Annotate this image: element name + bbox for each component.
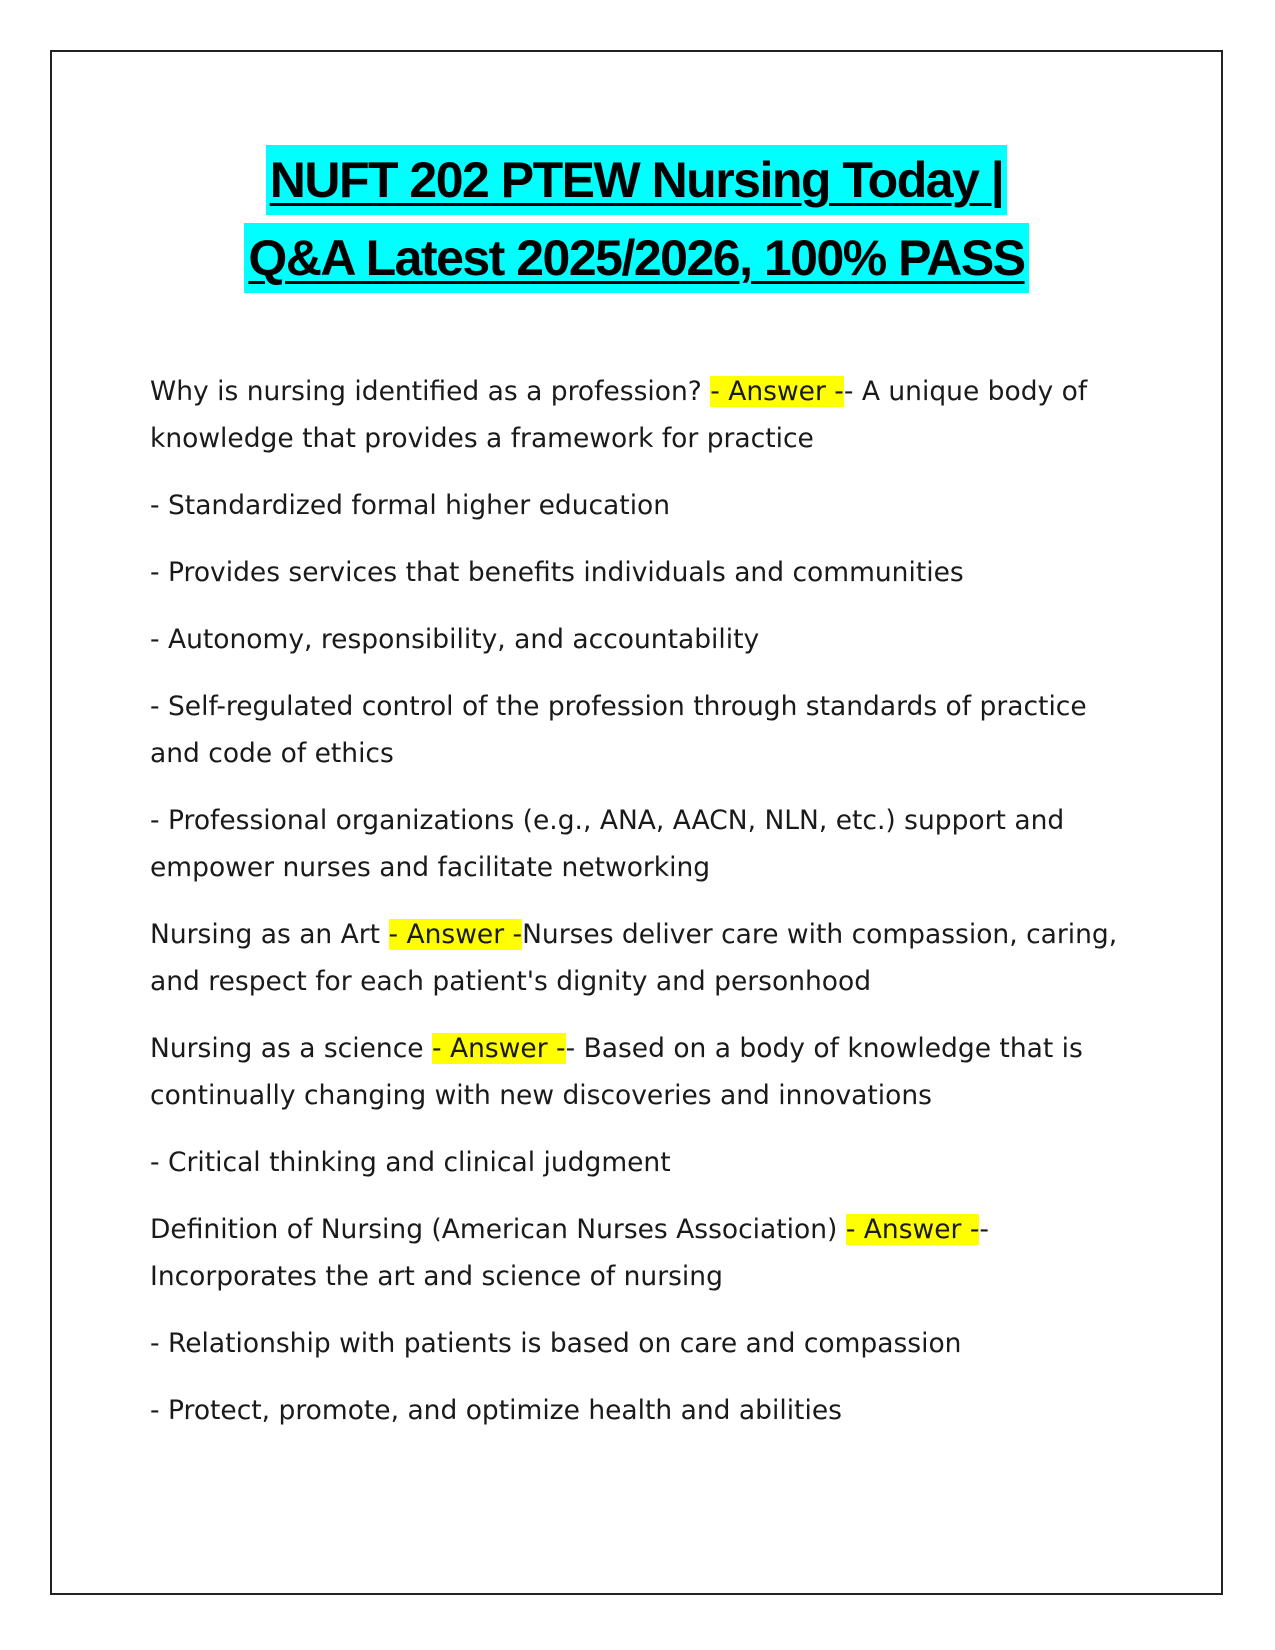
answer-text: - A unique body of knowledge that provides a framework for practice (150, 376, 1088, 454)
question-text: Why is nursing identified as a profession? (150, 376, 711, 407)
bullet-paragraph: - Standardized formal higher education (150, 490, 671, 521)
question-text: Definition of Nursing (American Nurses Association) (150, 1214, 846, 1245)
title-line-2: Q&A Latest 2025/2026, 100% PASS (244, 223, 1028, 293)
bullet-paragraph: - Critical thinking and clinical judgment (150, 1147, 671, 1178)
qa-paragraph-definition (150, 1206, 1130, 1300)
bullet-paragraph: - Self-regulated control of the profession through standards of practice and code of ethics (150, 691, 1087, 769)
bullet-paragraph: - Provides services that benefits individuals and communities (150, 557, 964, 588)
question-text: Nursing as an Art (150, 919, 389, 950)
bullet-paragraph: - Relationship with patients is based on care and compassion (150, 1328, 962, 1359)
bullet-paragraph: - Protect, promote, and optimize health and abilities (150, 1395, 842, 1426)
answer-text: Nurses deliver care with compassion, caring, and respect for each patient's dignity and personhood (150, 919, 1118, 997)
bullet-paragraph: - Professional organizations (e.g., ANA, AACN, NLN, etc.) support and empower nurses and facilitate networking (150, 805, 1065, 883)
qa-paragraph-science (150, 1025, 1130, 1119)
qa-paragraph-profession (150, 368, 1130, 462)
answer-marker: - Answer - (388, 919, 523, 950)
answer-text: -Incorporates the art and science of nursing (150, 1214, 989, 1292)
answer-marker: - Answer - (845, 1214, 980, 1245)
question-text: Nursing as a science (150, 1033, 432, 1064)
answer-marker: - Answer - (710, 376, 844, 407)
answer-text: - Based on a body of knowledge that is continually changing with new discoveries and innovations (150, 1033, 1083, 1111)
document-body (150, 368, 1130, 1454)
qa-paragraph-art (150, 911, 1130, 1005)
bullet-paragraph: - Autonomy, responsibility, and accountability (150, 624, 760, 655)
document-title (50, 145, 1223, 301)
answer-marker: - Answer - (432, 1033, 566, 1064)
title-line-1: NUFT 202 PTEW Nursing Today | (266, 145, 1008, 215)
